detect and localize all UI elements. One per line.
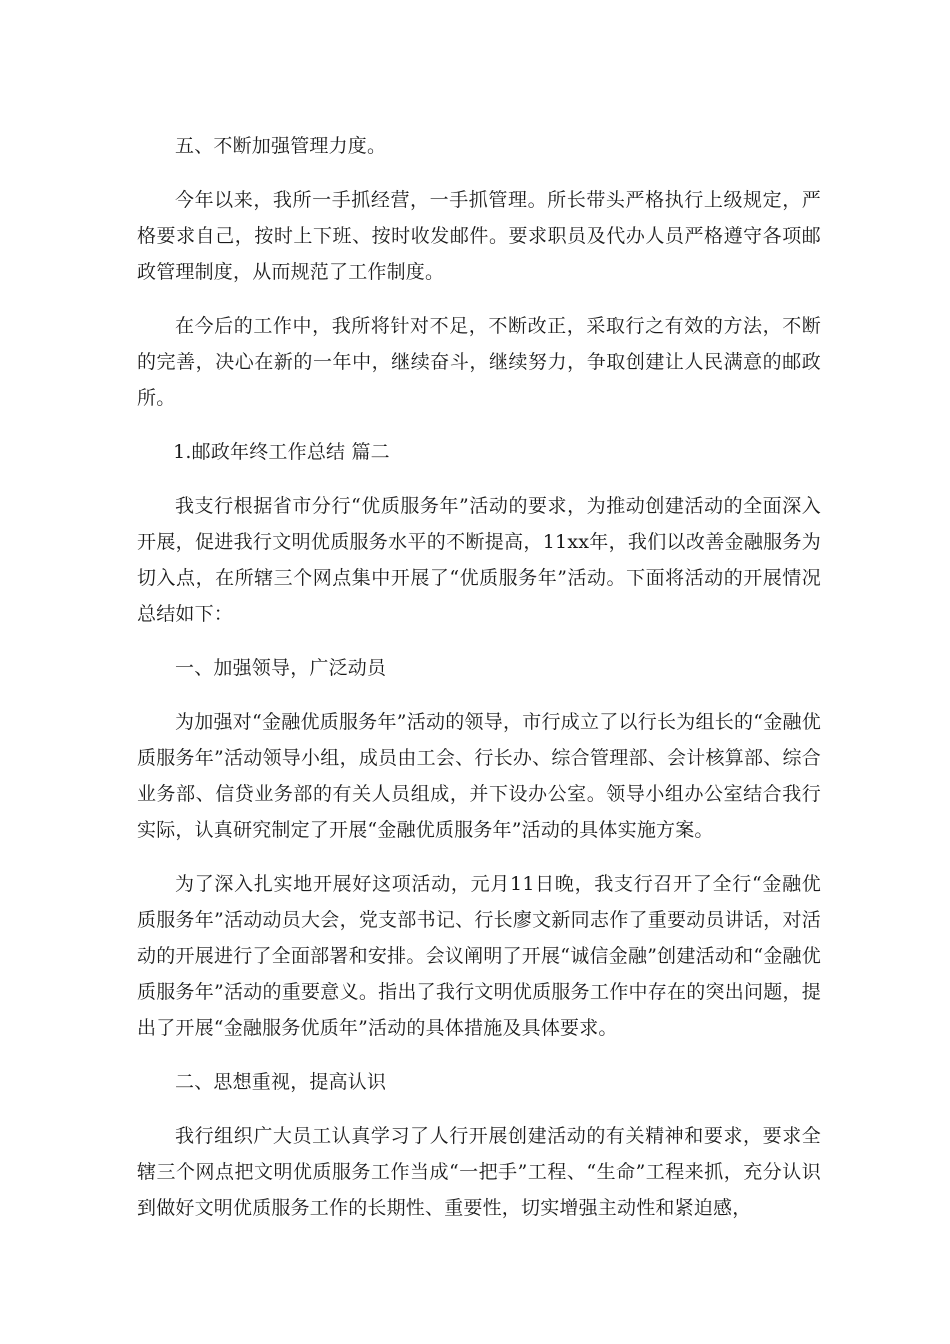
paragraph: 为加强对“金融优质服务年”活动的领导，市行成立了以行长为组长的“金融优质服务年”活动领导小组，成员由工会、行长办、综合管理部、会计核算部、综合业务部、信贷业务部的有关人员组成，并下设办公室。领导小组办公室结合我行实际，认真研究制定了开展“金融优质服务年”活动的具体实施方案。 xyxy=(137,711,821,841)
paragraph: 我支行根据省市分行“优质服务年”活动的要求，为推动创建活动的全面深入开展，促进我行文明优质服务水平的不断提高，11xx年，我们以改善金融服务为切入点，在所辖三个网点集中开展了“优质服务年”活动。下面将活动的开展情况总结如下： xyxy=(137,495,821,625)
paragraph: 在今后的工作中，我所将针对不足，不断改正，采取行之有效的方法，不断的完善，决心在新的一年中，继续奋斗，继续努力，争取创建让人民满意的邮政所。 xyxy=(137,315,821,409)
paragraph: 我行组织广大员工认真学习了人行开展创建活动的有关精神和要求，要求全辖三个网点把文明优质服务工作当成“一把手”工程、“生命”工程来抓，充分认识到做好文明优质服务工作的长期性、重要性，切实增强主动性和紧迫感， xyxy=(137,1125,821,1219)
section-heading-2: 二、思想重视，提高认识 xyxy=(175,1071,387,1093)
document-body xyxy=(137,128,821,1244)
section-heading-1: 一、加强领导，广泛动员 xyxy=(175,657,387,679)
paragraph: 今年以来，我所一手抓经营，一手抓管理。所长带头严格执行上级规定，严格要求自己，按时上下班、按时收发邮件。要求职员及代办人员严格遵守各项邮政管理制度，从而规范了工作制度。 xyxy=(137,189,821,283)
paragraph: 为了深入扎实地开展好这项活动，元月11日晚，我支行召开了全行“金融优质服务年”活动动员大会，党支部书记、行长廖文新同志作了重要动员讲话，对活动的开展进行了全面部署和安排。会议阐明了开展“诚信金融”创建活动和“金融优质服务年”活动的重要意义。指出了我行文明优质服务工作中存在的突出问题，提出了开展“金融服务优质年”活动的具体措施及具体要求。 xyxy=(137,873,821,1039)
section-heading-5: 五、不断加强管理力度。 xyxy=(175,135,387,157)
article-title: 1.邮政年终工作总结 篇二 xyxy=(173,441,390,463)
